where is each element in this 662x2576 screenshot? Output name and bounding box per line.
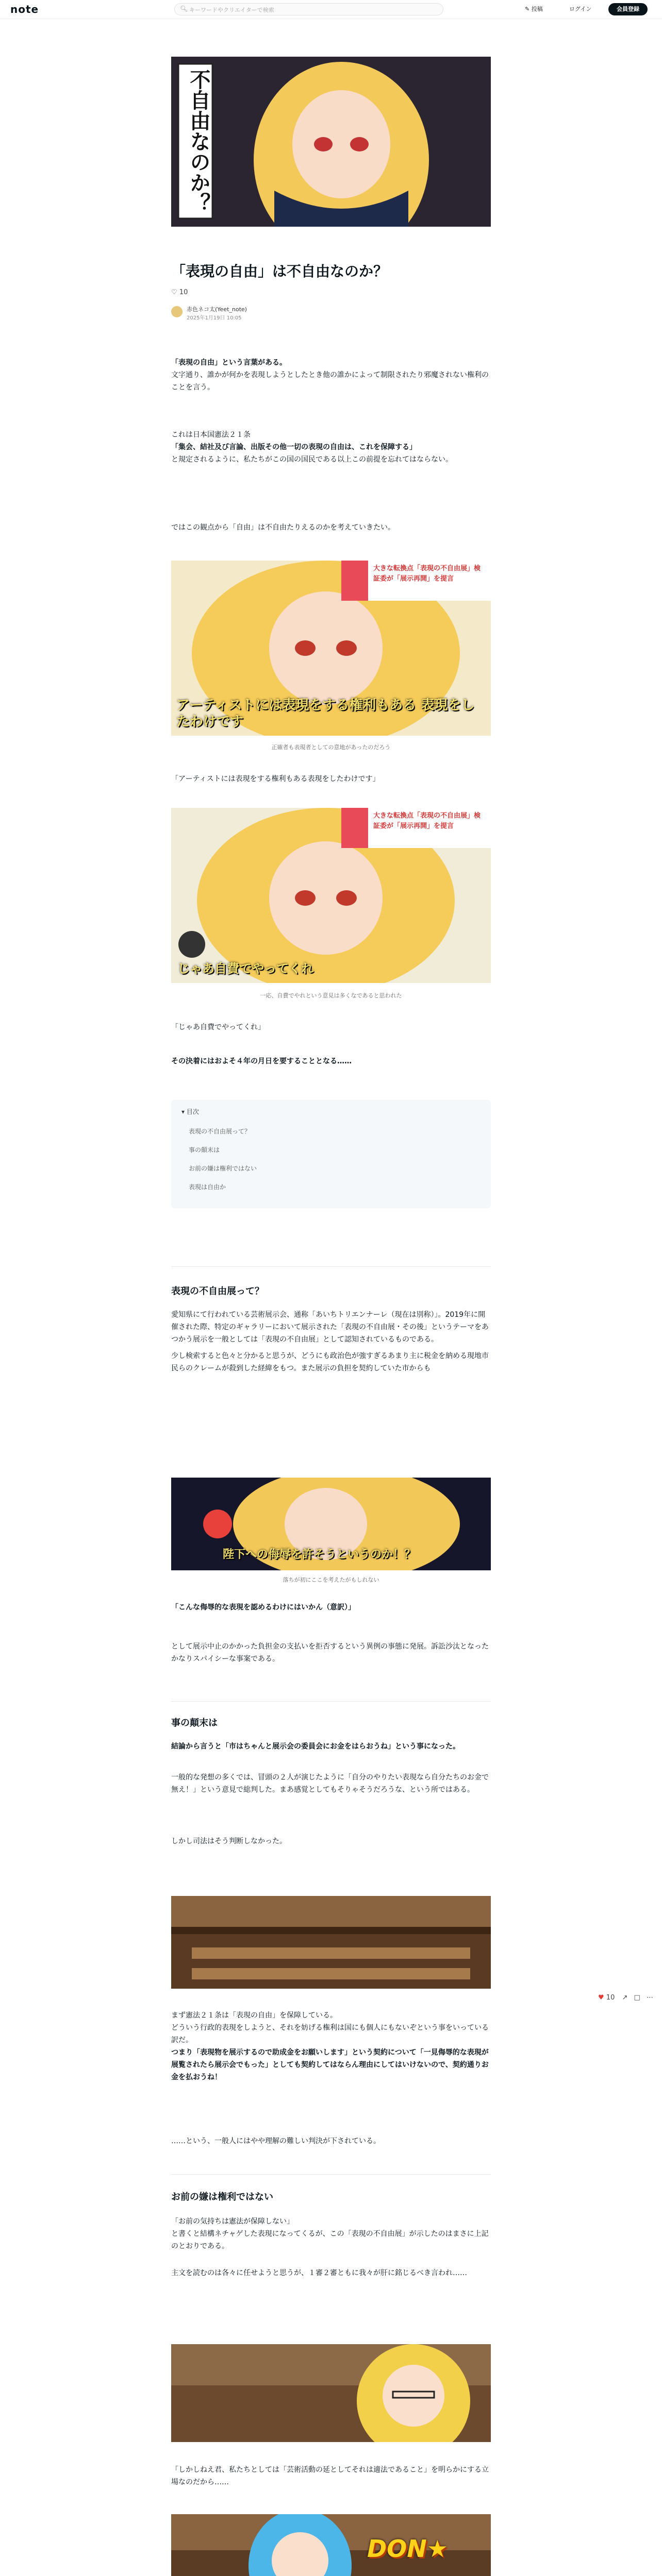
- note-logo[interactable]: note: [10, 3, 39, 15]
- paragraph: 主文を読むのは各々に任せようと思うが、１審２審ともに我々が肝に銘じるべき言われ……: [171, 2269, 467, 2277]
- chevron-down-icon[interactable]: ▾: [181, 1108, 185, 1115]
- paragraph: つまり「表現物を展示するので助成金をお願いします」という契約について「一見侮辱的な表現が展覧されたら展示会でもった」としても契約してはならん理由にしてはいけないので、契約通りお金を払おうね！: [171, 2048, 489, 2081]
- paragraph: と規定されるように、私たちがこの国の国民である以上この前提を忘れてはならない。: [171, 455, 453, 464]
- image-banner-text: 陛下への侮辱を許そうというのか！？: [223, 1548, 416, 1561]
- section-heading: お前の嫌は権利ではない: [171, 2192, 273, 2202]
- table-of-contents: [171, 1100, 491, 1208]
- author-avatar[interactable]: [171, 306, 183, 317]
- section-heading: 表現の不自由展って？: [171, 1286, 264, 1297]
- like-count: 10: [179, 289, 188, 296]
- paragraph: 一般的な発想の多くでは、冒頭の２人が演じたように「自分のやりたい表現なら自分たちのお金で無え！」という意見で総判した。まあ感覚としてもそりゃそうだろうな、という所ではある。: [171, 1773, 489, 1794]
- floating-actions: [598, 1994, 653, 2002]
- register-button[interactable]: 会員登録: [608, 3, 648, 15]
- search-input[interactable]: [174, 3, 443, 15]
- like-button[interactable]: [171, 289, 188, 296]
- more-icon[interactable]: ⋯: [646, 1994, 653, 2002]
- section-heading: 事の顛末は: [171, 1718, 218, 1728]
- paragraph: 「お前の気持ちは憲法が保障しない」: [171, 2217, 294, 2226]
- courtroom-image: [171, 1896, 491, 1989]
- paragraph: 「しかしねえ君、私たちとしては「芸術活動の延としてそれは適法であること」を明らかにする立場なのだから……: [171, 2466, 489, 2486]
- news-tag: 大きな転換点「表現の不自由展」検証委が「展示再開」を提言: [373, 565, 481, 583]
- toc-title: ▾ 目次: [181, 1108, 199, 1115]
- cover-image: [171, 57, 491, 227]
- paragraph: 結論から言うと「市はちゃんと展示会の委員会にお金をはらおうね」という事になった。: [171, 1742, 460, 1751]
- toc-item[interactable]: 事の顛末は: [189, 1146, 220, 1154]
- toc-item[interactable]: お前の嫌は権利ではない: [189, 1165, 257, 1172]
- image-caption: 落ちが初にここを考えたがもしれない: [283, 1577, 379, 1583]
- image-banner-text: アーティストには表現をする権利もある 表現をしたわけです: [176, 698, 475, 730]
- paragraph: 「表現の自由」という言葉がある。: [171, 359, 287, 367]
- top-header: [0, 0, 662, 19]
- search-placeholder: キーワードやクリエイターで検索: [189, 7, 274, 13]
- divider: [171, 2174, 491, 2175]
- paragraph: どういう行政的表現をしようと、それを妨げる権利は国にも個人にもないぞという事をいっている訳だ。: [171, 2024, 489, 2044]
- illustration-image: [171, 561, 491, 736]
- login-button[interactable]: ログイン: [569, 6, 592, 12]
- paragraph: しかし司法はそう判断しなかった。: [171, 1837, 287, 1845]
- toc-item[interactable]: 表現は自由か: [189, 1183, 226, 1191]
- news-tag: 大きな転換点「表現の不自由展」検証委が「展示再開」を提言: [373, 812, 481, 830]
- post-date: 2025年1月19日 10:05: [187, 315, 242, 321]
- illustration-image: [171, 2514, 491, 2576]
- image-caption: 正確者も表現者としての意地があったのだろう: [271, 744, 391, 751]
- paragraph: 少し検索すると色々と分かると思うが、どうにも政治色が強すぎるあまり主に税金を納める現地市民らのクレームが殺到した経緯をもつ。また展示の負担を契約していた市からも: [171, 1352, 489, 1372]
- divider: [171, 1266, 491, 1267]
- paragraph: これは日本国憲法２１条: [171, 431, 251, 439]
- search-icon: 🔍︎: [180, 5, 188, 12]
- paragraph: ではこの観点から「自由」は不自由たりえるのかを考えていきたい。: [171, 523, 395, 532]
- divider: [171, 1701, 491, 1702]
- paragraph: 「じゃあ自費でやってくれ」: [171, 1023, 265, 1031]
- paragraph: 「集会、結社及び言論、出版その他一切の表現の自由は、これを保障する」: [171, 443, 417, 451]
- paragraph: その決着にはおよそ４年の月日を要することとなる……: [171, 1057, 352, 1065]
- cover-title: 不自由なのか？: [187, 69, 210, 213]
- illustration-image: [171, 1478, 491, 1570]
- illustration-image: [171, 2344, 491, 2442]
- paragraph: 文字通り、誰かが何かを表現しようとしたとき他の誰かによって制限されたり邪魔されない権利のことを言う。: [171, 371, 489, 392]
- pen-icon: ✎: [525, 6, 530, 12]
- paragraph: 「こんな侮辱的な表現を認めるわけにはいかん（意訳）」: [171, 1603, 355, 1612]
- heart-icon[interactable]: ♥: [598, 1994, 604, 2002]
- floating-like-count: 10: [606, 1994, 615, 2002]
- paragraph: ……という、一般人にはやや理解の難しい判決が下されている。: [171, 2137, 380, 2145]
- post-label: 投稿: [531, 6, 543, 12]
- paragraph: 愛知県にて行われている芸術展示会、通称「あいちトリエンナーレ（現在は別称）」。2019年に開催された際、特定のギャラリーにおいて展示された「表現の不自由展・その後」というテーマをあつかう展示を一般としては「表現の不自由展」として認知されているものである。: [171, 1311, 489, 1344]
- heart-icon: ♡: [171, 289, 177, 296]
- paragraph: まず憲法２１条は「表現の自由」を保障している。: [171, 2011, 337, 2020]
- paragraph: として展示中止のかかった負担金の支払いを拒否するという異例の事態に発展。訴訟沙汰となったかなりスパイシーな事案である。: [171, 1642, 489, 1663]
- share-icon[interactable]: ↗: [622, 1994, 628, 2002]
- toc-item[interactable]: 表現の不自由展って？: [189, 1128, 251, 1135]
- bookmark-icon[interactable]: □: [634, 1994, 640, 2002]
- image-banner-text: じゃあ自費でやってくれ: [177, 961, 313, 976]
- illustration-image: [171, 808, 491, 983]
- paragraph: と書くと結構ネチャゲした表現になってくるが、この「表現の不自由展」が示したのはまさに上記のとおりである。: [171, 2230, 489, 2250]
- author-name[interactable]: 赤色ネコ太(Yeet_note): [187, 306, 247, 313]
- image-banner-text: DON★: [367, 2535, 449, 2563]
- paragraph: 「アーティストには表現をする権利もある表現をしたわけです」: [171, 775, 380, 783]
- image-caption: 一応、自費でやれという意見は多くなであると思われた: [260, 992, 402, 999]
- post-button[interactable]: [525, 5, 543, 13]
- article-title: 「表現の自由」は不自由なのか？: [171, 263, 388, 280]
